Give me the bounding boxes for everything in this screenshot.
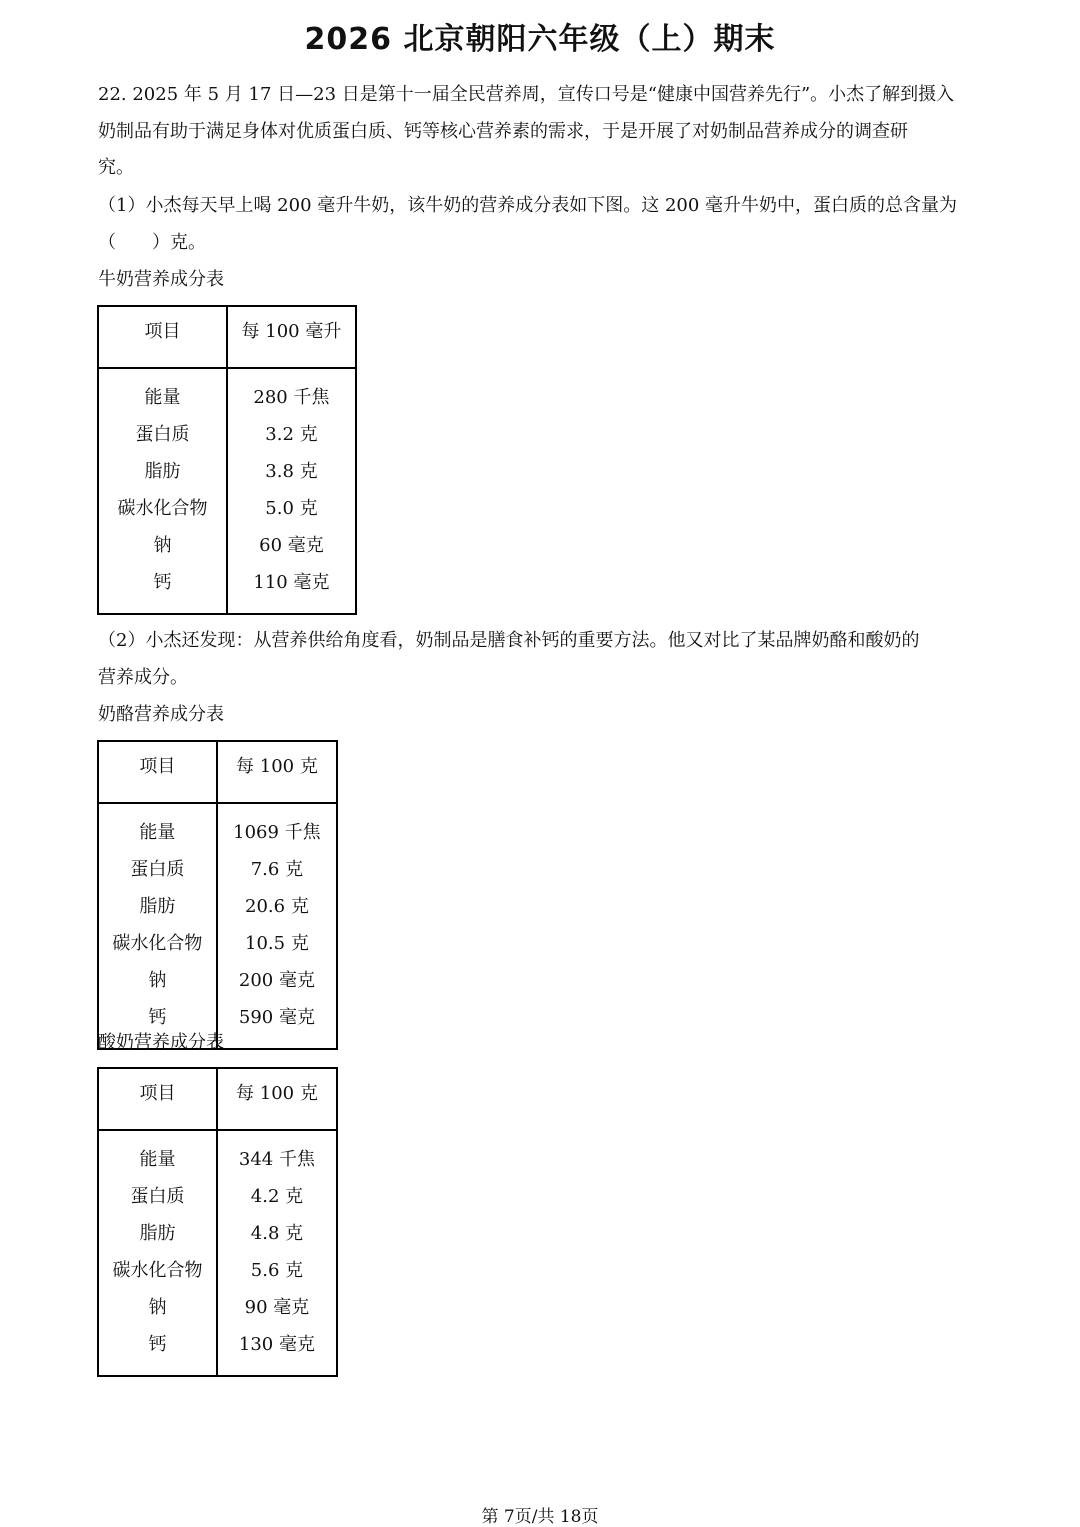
table-row — [98, 562, 356, 614]
table-row — [98, 368, 356, 414]
nutrient-name: 脂肪 — [98, 1213, 217, 1250]
table-row — [98, 451, 356, 488]
nutrient-name: 钙 — [98, 562, 227, 614]
nutrient-name: 钙 — [98, 1324, 217, 1376]
milk-nutrition-table — [97, 305, 357, 615]
nutrient-name: 钠 — [98, 960, 217, 997]
header-per-amount: 每 100 克 — [217, 741, 337, 803]
table-row — [98, 803, 337, 849]
nutrient-name: 蛋白质 — [98, 414, 227, 451]
nutrient-value: 5.6 克 — [217, 1250, 337, 1287]
question-intro-line-3: 究。 — [98, 157, 134, 178]
nutrient-name: 蛋白质 — [98, 1176, 217, 1213]
nutrient-name: 脂肪 — [98, 886, 217, 923]
nutrient-name: 钠 — [98, 525, 227, 562]
nutrient-name: 钙 — [98, 997, 217, 1049]
nutrient-value: 5.0 克 — [227, 488, 356, 525]
part1-line-2: （ ）克。 — [98, 232, 206, 253]
nutrient-value: 200 毫克 — [217, 960, 337, 997]
nutrient-value: 10.5 克 — [217, 923, 337, 960]
nutrient-value: 280 千焦 — [227, 368, 356, 414]
header-per-amount: 每 100 毫升 — [227, 306, 356, 368]
nutrient-value: 20.6 克 — [217, 886, 337, 923]
table-row — [98, 1287, 337, 1324]
nutrient-name: 脂肪 — [98, 451, 227, 488]
nutrient-value: 130 毫克 — [217, 1324, 337, 1376]
table-row — [98, 525, 356, 562]
header-item: 项目 — [98, 306, 227, 368]
nutrient-value: 1069 千焦 — [217, 803, 337, 849]
nutrient-name: 蛋白质 — [98, 849, 217, 886]
yogurt-table-caption: 酸奶营养成分表 — [98, 1032, 224, 1053]
table-row — [98, 1130, 337, 1176]
milk-table-caption: 牛奶营养成分表 — [98, 269, 224, 290]
nutrient-name: 碳水化合物 — [98, 923, 217, 960]
part1-line-1: （1）小杰每天早上喝 200 毫升牛奶，该牛奶的营养成分表如下图。这 200 毫升牛奶中，蛋白质的总含量为 — [98, 195, 958, 216]
nutrient-name: 碳水化合物 — [98, 1250, 217, 1287]
part2-line-1: （2）小杰还发现：从营养供给角度看，奶制品是膳食补钙的重要方法。他又对比了某品牌奶酪和酸奶的 — [98, 630, 920, 651]
table-row — [98, 1176, 337, 1213]
nutrient-value: 60 毫克 — [227, 525, 356, 562]
table-row — [98, 1324, 337, 1376]
header-item: 项目 — [98, 1068, 217, 1130]
table-header-row — [98, 741, 337, 803]
nutrient-value: 7.6 克 — [217, 849, 337, 886]
table-row — [98, 849, 337, 886]
nutrient-value: 3.8 克 — [227, 451, 356, 488]
part2-line-2: 营养成分。 — [98, 667, 188, 688]
nutrient-name: 能量 — [98, 368, 227, 414]
nutrient-value: 110 毫克 — [227, 562, 356, 614]
table-row — [98, 1213, 337, 1250]
nutrient-value: 344 千焦 — [217, 1130, 337, 1176]
table-row — [98, 960, 337, 997]
nutrient-value: 4.8 克 — [217, 1213, 337, 1250]
table-row — [98, 1250, 337, 1287]
table-row — [98, 414, 356, 451]
table-header-row — [98, 306, 356, 368]
nutrient-value: 590 毫克 — [217, 997, 337, 1049]
question-intro-line-1: 22. 2025 年 5 月 17 日—23 日是第十一届全民营养周，宣传口号是“健康中国营养先行”。小杰了解到摄入 — [98, 84, 955, 105]
header-item: 项目 — [98, 741, 217, 803]
page-footer: 第 7页/共 18页 — [481, 1507, 599, 1527]
question-intro-line-2: 奶制品有助于满足身体对优质蛋白质、钙等核心营养素的需求，于是开展了对奶制品营养成分的调查研 — [98, 121, 908, 142]
table-row — [98, 488, 356, 525]
nutrient-value: 4.2 克 — [217, 1176, 337, 1213]
nutrient-name: 钠 — [98, 1287, 217, 1324]
table-row — [98, 923, 337, 960]
table-row — [98, 886, 337, 923]
cheese-table-caption: 奶酪营养成分表 — [98, 704, 224, 725]
yogurt-nutrition-table — [97, 1067, 338, 1377]
header-per-amount: 每 100 克 — [217, 1068, 337, 1130]
nutrient-name: 能量 — [98, 803, 217, 849]
nutrient-value: 3.2 克 — [227, 414, 356, 451]
cheese-nutrition-table — [97, 740, 338, 1050]
page-title: 2026 北京朝阳六年级（上）期末 — [304, 22, 776, 57]
table-header-row — [98, 1068, 337, 1130]
nutrient-name: 碳水化合物 — [98, 488, 227, 525]
nutrient-name: 能量 — [98, 1130, 217, 1176]
nutrient-value: 90 毫克 — [217, 1287, 337, 1324]
